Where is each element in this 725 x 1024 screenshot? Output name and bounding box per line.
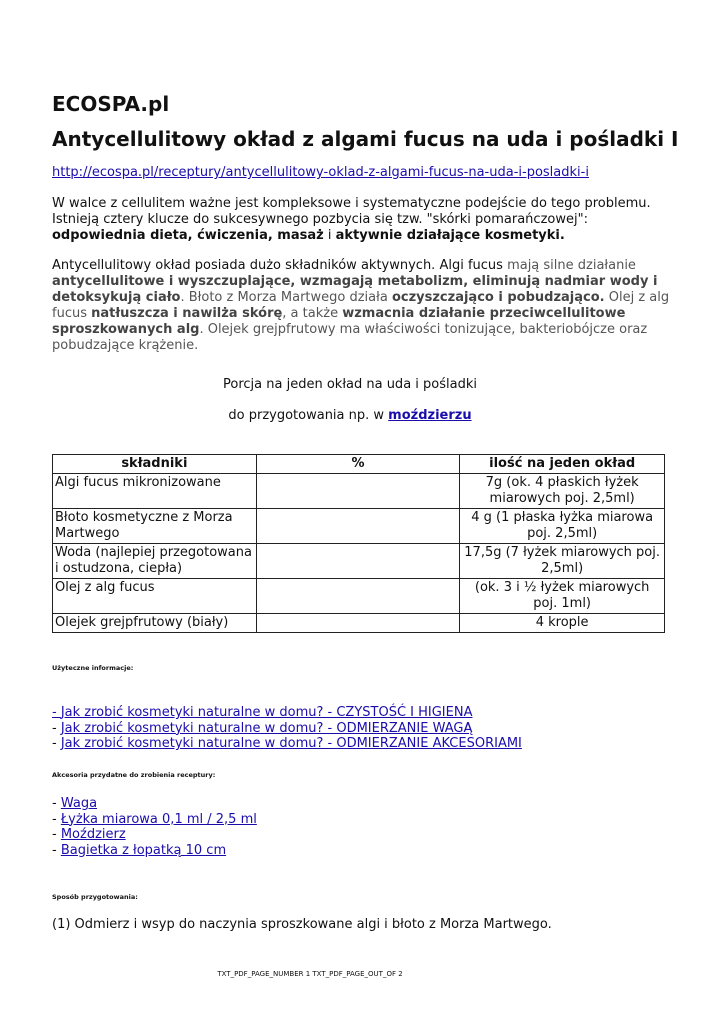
method-heading: Sposób przygotowania:: [52, 893, 138, 901]
list-item: - Waga: [52, 796, 98, 811]
desc-bold-2: oczyszczająco i pobudzająco.: [391, 290, 605, 305]
prep-line: [52, 408, 648, 423]
header-ingredients: składniki: [53, 455, 257, 474]
ingredient-amount: (ok. 3 i ½ łyżek miarowych poj. 1ml): [460, 579, 665, 614]
ingredient-amount: 17,5g (7 łyżek miarowych poj. 2,5ml): [460, 544, 665, 579]
hygiene-guide-link[interactable]: - Jak zrobić kosmetyki naturalne w domu? - CZYSTOŚĆ I HIGIENA: [52, 705, 473, 720]
desc-bold-1: antycellulitowe i wyszczuplające, wzmagają metabolizm, eliminują nadmiar wody i detoksykują ciało: [52, 274, 658, 305]
useful-links-list: [52, 705, 522, 752]
list-item: - Jak zrobić kosmetyki naturalne w domu? - ODMIERZANIE AKCESORIAMI: [52, 736, 522, 751]
article-url-link[interactable]: http://ecospa.pl/receptury/antycellulitowy-oklad-z-algami-fucus-na-uda-i-posladki-i: [52, 165, 589, 180]
desc-bold-3: natłuszcza i nawilża skórę: [91, 306, 283, 321]
table-row: [53, 579, 665, 614]
scale-link[interactable]: Waga: [60, 796, 98, 811]
ingredient-percent: [256, 509, 460, 544]
ingredient-percent: [256, 579, 460, 614]
description-paragraph: [52, 258, 674, 354]
prep-prefix: do przygotowania np. w: [228, 408, 389, 423]
portion-line: Porcja na jeden okład na uda i pośladki: [223, 377, 477, 392]
ingredient-percent: [256, 474, 460, 509]
desc-gray-5: . Olejek grejpfrutowy ma właściwości tonizujące, bakteriobójcze oraz pobudzające krążenie.: [52, 322, 648, 353]
ingredient-name: Olejek grejpfrutowy (biały): [53, 614, 257, 633]
list-item: - Bagietka z łopatką 10 cm: [52, 842, 227, 858]
mortar-accessory-link[interactable]: Moździerz: [60, 827, 126, 842]
desc-text: Antycellulitowy okład posiada dużo składników aktywnych. Algi fucus: [52, 258, 508, 273]
accessories-list: [52, 796, 257, 858]
list-item: - Jak zrobić kosmetyki naturalne w domu? - ODMIERZANIE WAGĄ: [52, 720, 473, 736]
mortar-link[interactable]: moździerzu: [388, 408, 472, 423]
ingredient-name: Olej z alg fucus: [53, 579, 257, 614]
table-row: [53, 474, 665, 509]
ingredient-amount: 4 g (1 płaska łyżka miarowa poj. 2,5ml): [460, 509, 665, 544]
weighing-guide-link[interactable]: Jak zrobić kosmetyki naturalne w domu? - ODMIERZANIE WAGĄ: [60, 720, 473, 736]
table-row: [53, 614, 665, 633]
site-title: ECOSPA.pl: [52, 92, 170, 116]
stirring-rod-link[interactable]: Bagietka z łopatką 10 cm: [60, 842, 227, 858]
desc-gray-1: mają silne działanie: [507, 258, 636, 273]
measuring-spoon-link[interactable]: Łyżka miarowa 0,1 ml / 2,5 ml: [60, 811, 257, 827]
ingredient-percent: [256, 544, 460, 579]
accessories-heading: Akcesoria przydatne do zrobienia receptury:: [52, 771, 216, 779]
preparation-step-1: (1) Odmierz i wsyp do naczynia sproszkowane algi i błoto z Morza Martwego.: [52, 917, 552, 932]
desc-gray-4: , a także: [282, 306, 343, 321]
article-title: Antycellulitowy okład z algami fucus na uda i pośladki I: [52, 127, 679, 151]
ingredient-percent: [256, 614, 460, 633]
intro-bold-cosmetics: aktywnie działające kosmetyki.: [335, 228, 565, 243]
table-row: [53, 509, 665, 544]
ingredient-name: Błoto kosmetyczne z Morza Martwego: [53, 509, 257, 544]
useful-info-heading: Użyteczne informacje:: [52, 664, 134, 672]
intro-bold-keys: odpowiednia dieta, ćwiczenia, masaż: [52, 228, 324, 243]
list-item: - Łyżka miarowa 0,1 ml / 2,5 ml: [52, 811, 257, 827]
list-item: [52, 705, 522, 721]
ingredient-name: Algi fucus mikronizowane: [53, 474, 257, 509]
ingredient-amount: 4 krople: [460, 614, 665, 633]
intro-text: W walce z cellulitem ważne jest kompleksowe i systematyczne podejście do tego problemu. Istnieją cztery klucze do sukcesywnego pozbycia się tzw. "skórki pomarańczowej":: [52, 196, 651, 227]
ingredient-name: Woda (najlepiej przegotowana i ostudzona, ciepła): [53, 544, 257, 579]
header-amount: ilość na jeden okład: [460, 455, 665, 474]
desc-gray-2: . Błoto z Morza Martwego działa: [180, 290, 392, 305]
ingredient-amount: 7g (ok. 4 płaskich łyżek miarowych poj. 2,5ml): [460, 474, 665, 509]
ingredients-table: [52, 454, 665, 633]
desc-gray-3: Olej z alg fucus: [52, 290, 670, 321]
table-header-row: [53, 455, 665, 474]
accessories-guide-link[interactable]: Jak zrobić kosmetyki naturalne w domu? - ODMIERZANIE AKCESORIAMI: [60, 736, 522, 751]
header-percent: %: [256, 455, 460, 474]
intro-connector: i: [323, 228, 336, 243]
page-footer: TXT_PDF_PAGE_NUMBER 1 TXT_PDF_PAGE_OUT_OF 2: [217, 970, 403, 978]
list-item: - Moździerz: [52, 827, 126, 842]
intro-paragraph: [52, 196, 674, 244]
desc-bold-4: wzmacnia działanie przeciwcellulitowe sproszkowanych alg: [52, 306, 626, 337]
table-row: [53, 544, 665, 579]
